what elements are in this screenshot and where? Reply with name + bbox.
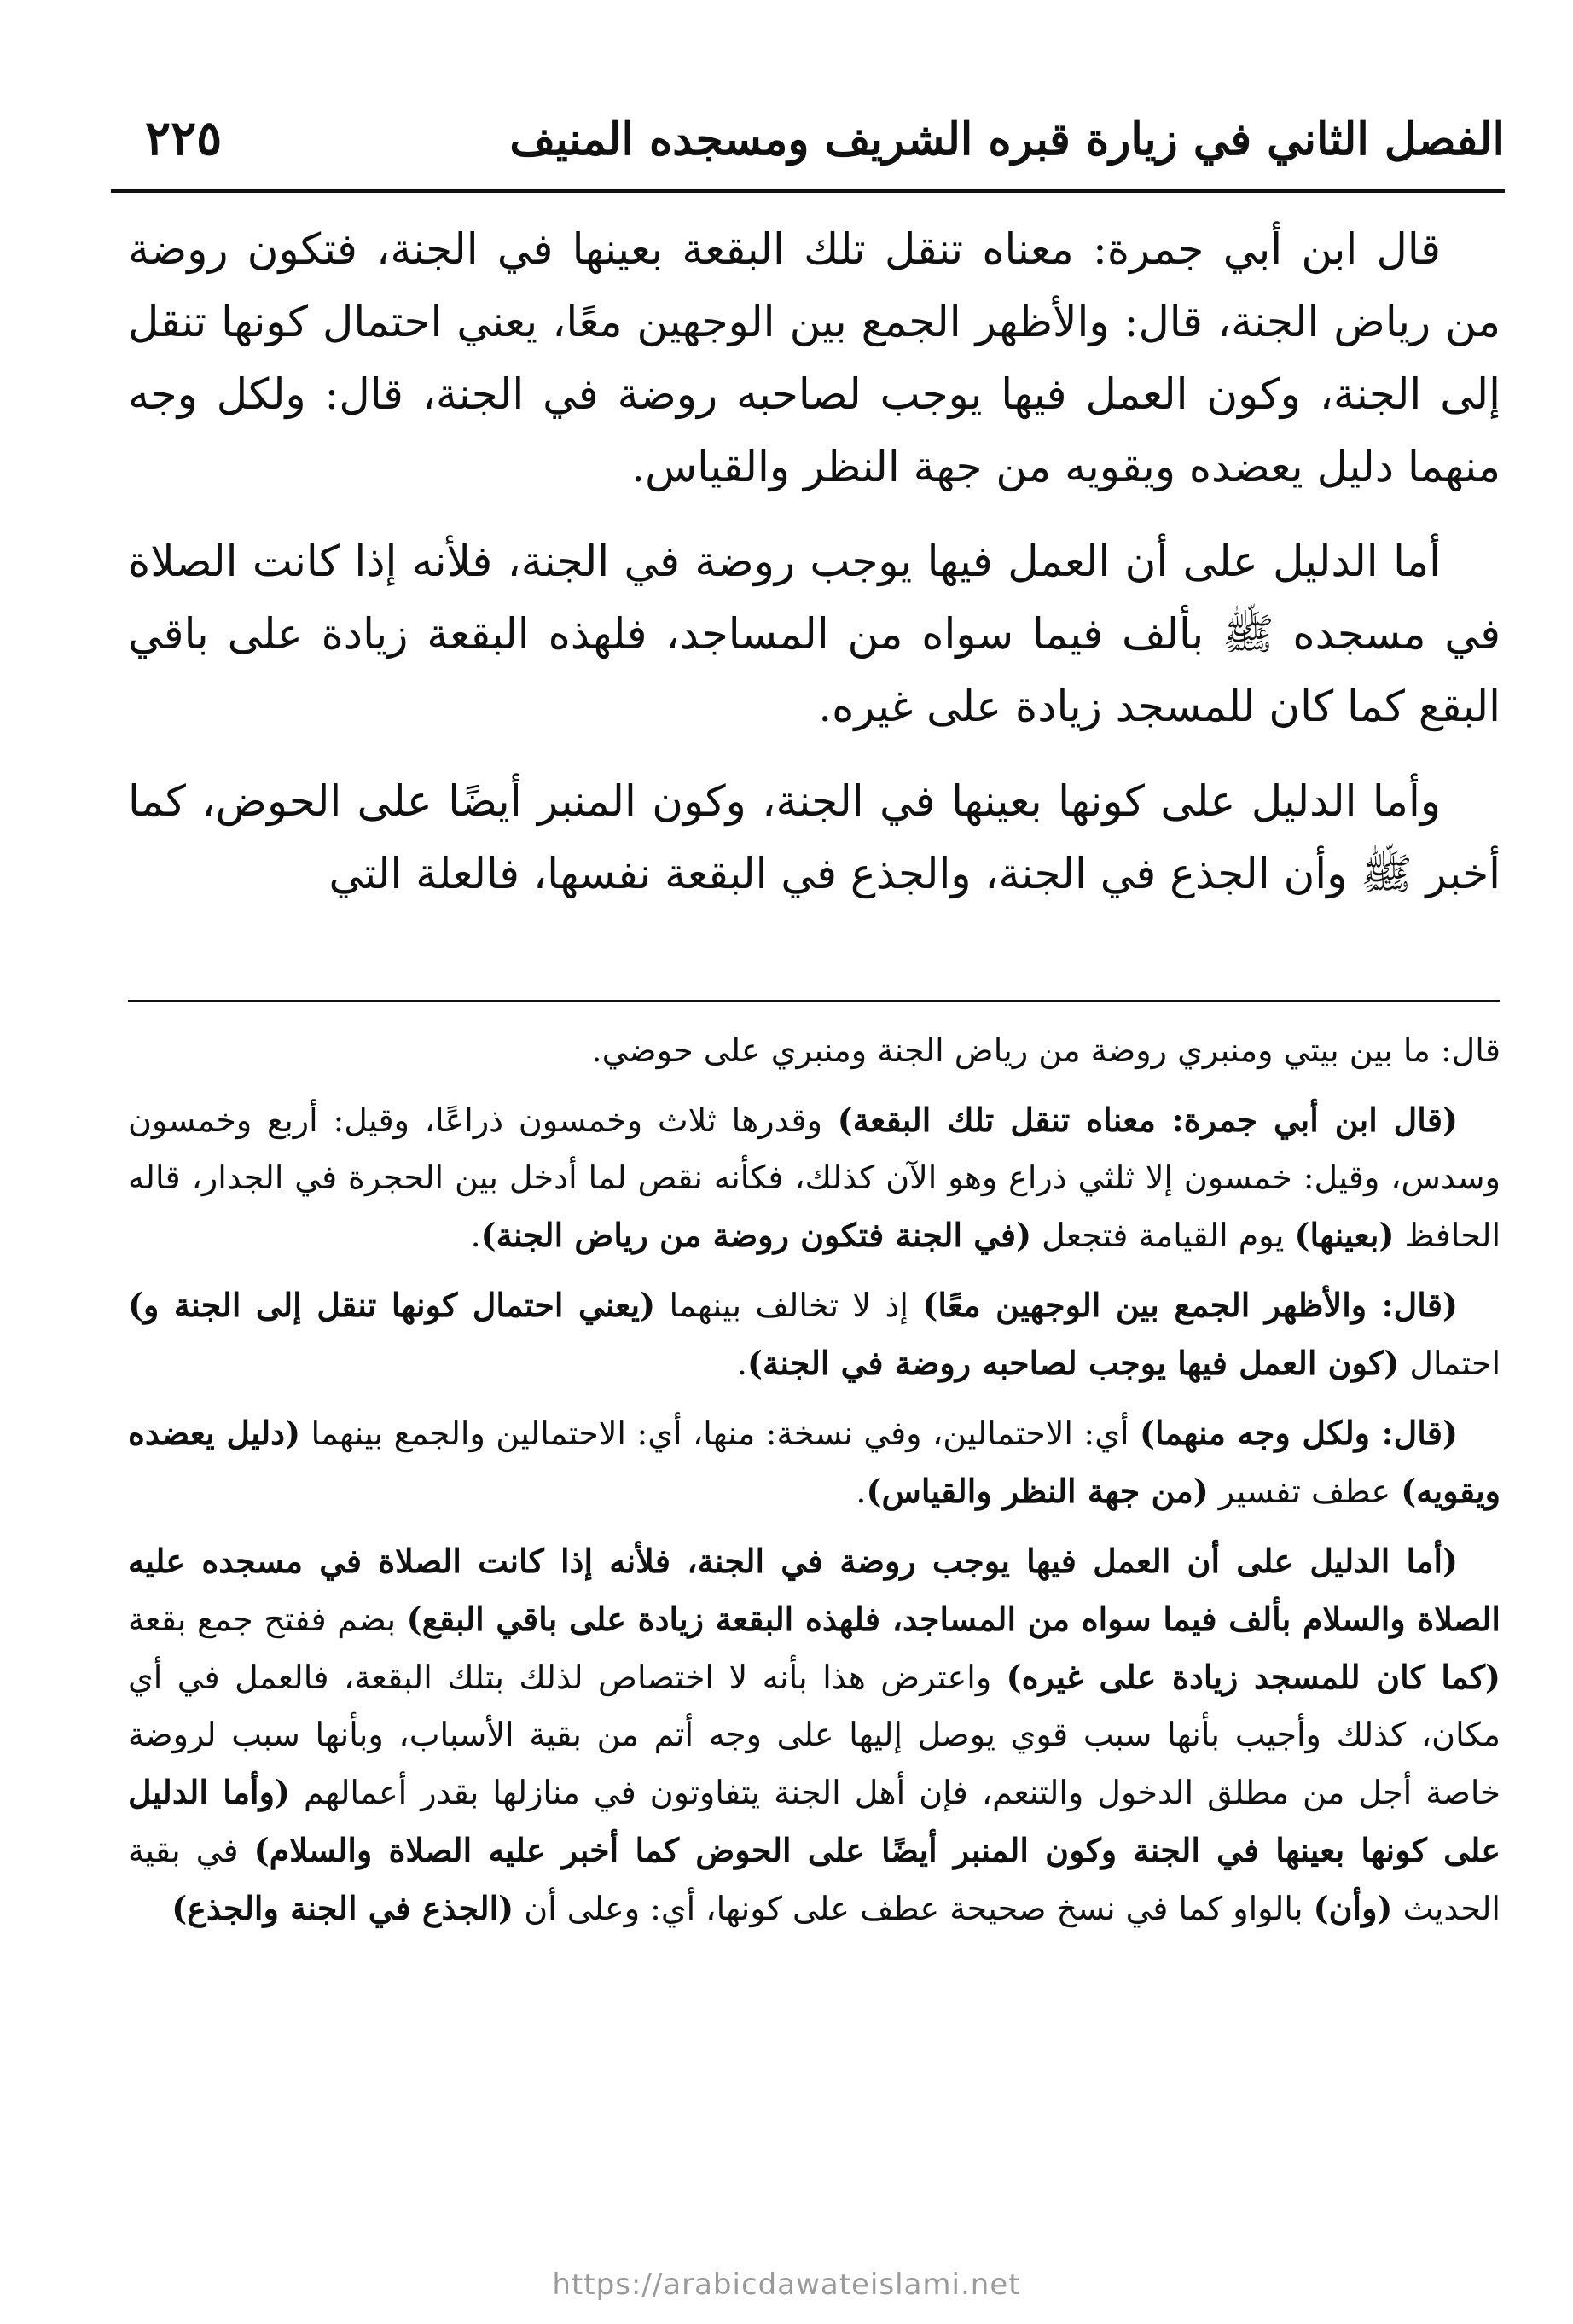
quoted-lemma: (من جهة النظر والقياس) <box>866 1472 1209 1510</box>
quoted-lemma: (قال: والأظهر الجمع بين الوجهين معًا) <box>922 1286 1459 1324</box>
note-text: قال: ما بين بيتي ومنبري روضة من رياض الجنة ومنبري على حوضي. <box>591 1031 1500 1069</box>
note-text: . <box>856 1473 867 1510</box>
quoted-lemma: (وأن) <box>1313 1889 1393 1927</box>
note-text: عطف تفسير <box>1208 1473 1402 1510</box>
footnote-separator <box>128 1000 1500 1002</box>
note-2 <box>128 1091 1500 1264</box>
quoted-lemma: (قال: ولكل وجه منهما) <box>1140 1414 1458 1452</box>
quoted-lemma: (في الجنة فتكون روضة من رياض الجنة) <box>480 1216 1032 1254</box>
chapter-title: الفصل الثاني في زيارة قبره الشريف ومسجده المنيف <box>509 113 1505 166</box>
quoted-lemma: (دليل يعضده ويقويه) <box>128 1414 1500 1510</box>
note-1 <box>128 1022 1500 1079</box>
main-text <box>128 213 1500 933</box>
watermark-url: https://arabicdawateislami.net <box>552 2268 1021 2302</box>
quoted-lemma: (كما كان للمسجد زيادة على غيره) <box>1006 1658 1500 1696</box>
note-text: إذ لا تخالف بينهما <box>655 1287 923 1324</box>
note-text: يوم القيامة فتجعل <box>1031 1217 1295 1254</box>
header-rule <box>111 189 1505 193</box>
note-text: احتمال <box>1399 1345 1500 1382</box>
note-4 <box>128 1404 1500 1520</box>
page-number: ٢٢٥ <box>145 110 223 166</box>
main-paragraph-2: أما الدليل على أن العمل فيها يوجب روضة في الجنة، فلأنه إذا كانت الصلاة في مسجده ﷺ بألف فيما سواه من المساجد، فلهذه البقعة زيادة على باقي البقع كما كان للمسجد زيادة على غيره. <box>128 537 1500 731</box>
quoted-lemma: (يعني احتمال كونها تنقل إلى الجنة و) <box>128 1286 656 1324</box>
note-text: وقدرها ثلاث وخمسون ذراعًا، وقيل: أربع وخمسون وسدس، وقيل: خمسون إلا ثلثي ذراع وهو الآن كذلك، فكأنه نقص لما أدخل بين الحجرة في الجدار، قاله الحافظ <box>128 1101 1500 1254</box>
quoted-lemma: (وأما الدليل على كونها بعينها في الجنة وكون المنبر أيضًا على الحوض كما أخبر عليه الصلاة والسلام) <box>128 1773 1500 1869</box>
note-3 <box>128 1276 1500 1392</box>
quoted-lemma: (أما الدليل على أن العمل فيها يوجب روضة في الجنة، فلأنه إذا كانت الصلاة في مسجده عليه الصلاة والسلام بألف فيما سواه من المساجد، فلهذه البقعة زيادة على باقي البقع) <box>128 1542 1500 1638</box>
note-text: بالواو كما في نسخ صحيحة عطف على كونها، أي: وعلى أن <box>514 1890 1314 1927</box>
quoted-lemma: (قال ابن أبي جمرة: معناه تنقل تلك البقعة) <box>837 1101 1459 1139</box>
quoted-lemma: (الجذع في الجنة والجذع) <box>171 1889 514 1927</box>
note-text: أي: الاحتمالين، وفي نسخة: منها، أي: الاحتمالين والجمع بينهما <box>300 1415 1140 1452</box>
note-5 <box>128 1532 1500 1938</box>
note-text: في بقية الحديث <box>128 1832 1500 1927</box>
main-paragraph-1: قال ابن أبي جمرة: معناه تنقل تلك البقعة بعينها في الجنة، فتكون روضة من رياض الجنة، قال: والأظهر الجمع بين الوجهين معًا، يعني احتمال كونها تنقل إلى الجنة، وكون العمل فيها يوجب لصاحبه روضة في الجنة، قال: ولكل وجه منهما دليل يعضده ويقويه من جهة النظر والقياس. <box>128 224 1500 491</box>
note-text: واعترض هذا بأنه لا اختصاص لذلك بتلك البقعة، فالعمل في أي مكان، كذلك وأجيب بأنها سبب قوي يوصل إليها على وجه أتم من بقية الأسباب، وبأنها سبب لروضة خاصة أجل من مطلق الدخول والتنعم، فإن أهل الجنة يتفاوتون في منازلها بقدر أعمالهم <box>128 1659 1500 1811</box>
quoted-lemma: (كون العمل فيها يوجب لصاحبه روضة في الجنة) <box>746 1344 1400 1382</box>
note-text: بضم ففتح جمع بقعة <box>128 1601 407 1638</box>
note-text: . <box>736 1345 747 1382</box>
main-paragraph-3: وأما الدليل على كونها بعينها في الجنة، وكون المنبر أيضًا على الحوض، كما أخبر ﷺ وأن الجذع في الجنة، والجذع في البقعة نفسها، فالعلة التي <box>128 776 1500 898</box>
quoted-lemma: (بعينها) <box>1294 1216 1395 1254</box>
commentary-notes <box>128 1022 1500 1949</box>
running-head <box>111 102 1505 179</box>
note-text: . <box>470 1217 481 1254</box>
